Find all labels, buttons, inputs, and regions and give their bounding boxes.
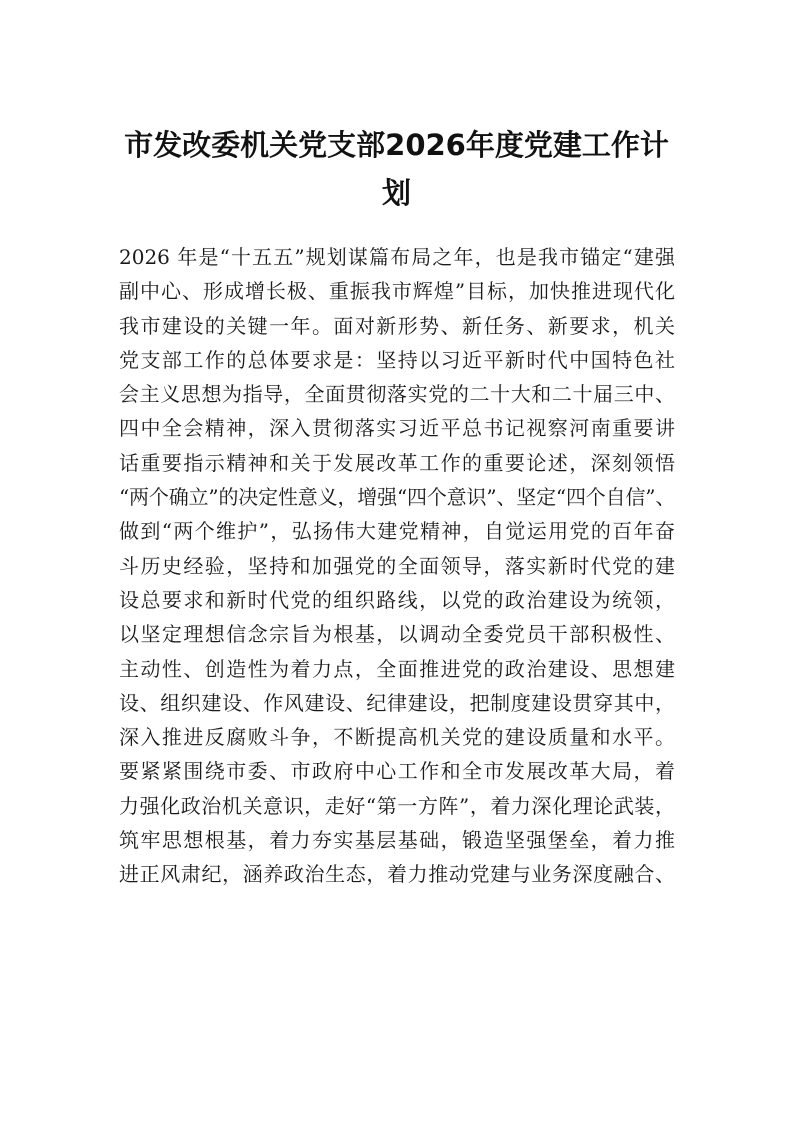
paragraph-line: 进正风肃纪，涵养政治生态，着力推动党建与业务深度融合、 bbox=[119, 862, 675, 887]
paragraph-line: 要紧紧围绕市委、市政府中心工作和全市发展改革大局，着 bbox=[119, 759, 675, 784]
paragraph-line: 主动性、创造性为着力点，全面推进党的政治建设、思想建 bbox=[119, 656, 675, 681]
paragraph-line: 做到“两个维护”，弘扬伟大建党精神，自觉运用党的百年奋 bbox=[119, 519, 675, 544]
body-paragraph bbox=[119, 240, 675, 892]
paragraph-line: 副中心、形成增长极、重振我市辉煌”目标，加快推进现代化 bbox=[119, 279, 675, 304]
paragraph-line: 深入推进反腐败斗争，不断提高机关党的建设质量和水平。 bbox=[119, 725, 675, 750]
paragraph-line: 我市建设的关键一年。面对新形势、新任务、新要求，机关 bbox=[119, 313, 675, 338]
paragraph-line: 设、组织建设、作风建设、纪律建设，把制度建设贯穿其中， bbox=[119, 690, 675, 715]
paragraph-line: 话重要指示精神和关于发展改革工作的重要论述，深刻领悟 bbox=[119, 450, 675, 475]
title-line-1: 市发改委机关党支部2026年度党建工作计 bbox=[124, 128, 669, 162]
paragraph-line: 力强化政治机关意识，走好“第一方阵”，着力深化理论武装， bbox=[119, 793, 675, 818]
title-line-2: 划 bbox=[381, 176, 411, 210]
paragraph-line: 2026 年是“十五五”规划谋篇布局之年，也是我市锚定“建强 bbox=[119, 245, 675, 269]
paragraph-line: 斗历史经验，坚持和加强党的全面领导，落实新时代党的建 bbox=[119, 553, 675, 578]
paragraph-line: 四中全会精神，深入贯彻落实习近平总书记视察河南重要讲 bbox=[119, 416, 675, 441]
paragraph-line: 筑牢思想根基，着力夯实基层基础，锻造坚强堡垒，着力推 bbox=[119, 828, 675, 853]
document-title bbox=[110, 121, 683, 217]
paragraph-line: 会主义思想为指导，全面贯彻落实党的二十大和二十届三中、 bbox=[119, 382, 675, 407]
paragraph-line: 设总要求和新时代党的组织路线，以党的政治建设为统领， bbox=[119, 587, 675, 612]
paragraph-line: 以坚定理想信念宗旨为根基，以调动全委党员干部积极性、 bbox=[119, 622, 675, 647]
paragraph-line: “两个确立”的决定性意义，增强“四个意识”、坚定“四个自信”、 bbox=[119, 485, 676, 510]
paragraph-line: 党支部工作的总体要求是：坚持以习近平新时代中国特色社 bbox=[119, 347, 675, 372]
